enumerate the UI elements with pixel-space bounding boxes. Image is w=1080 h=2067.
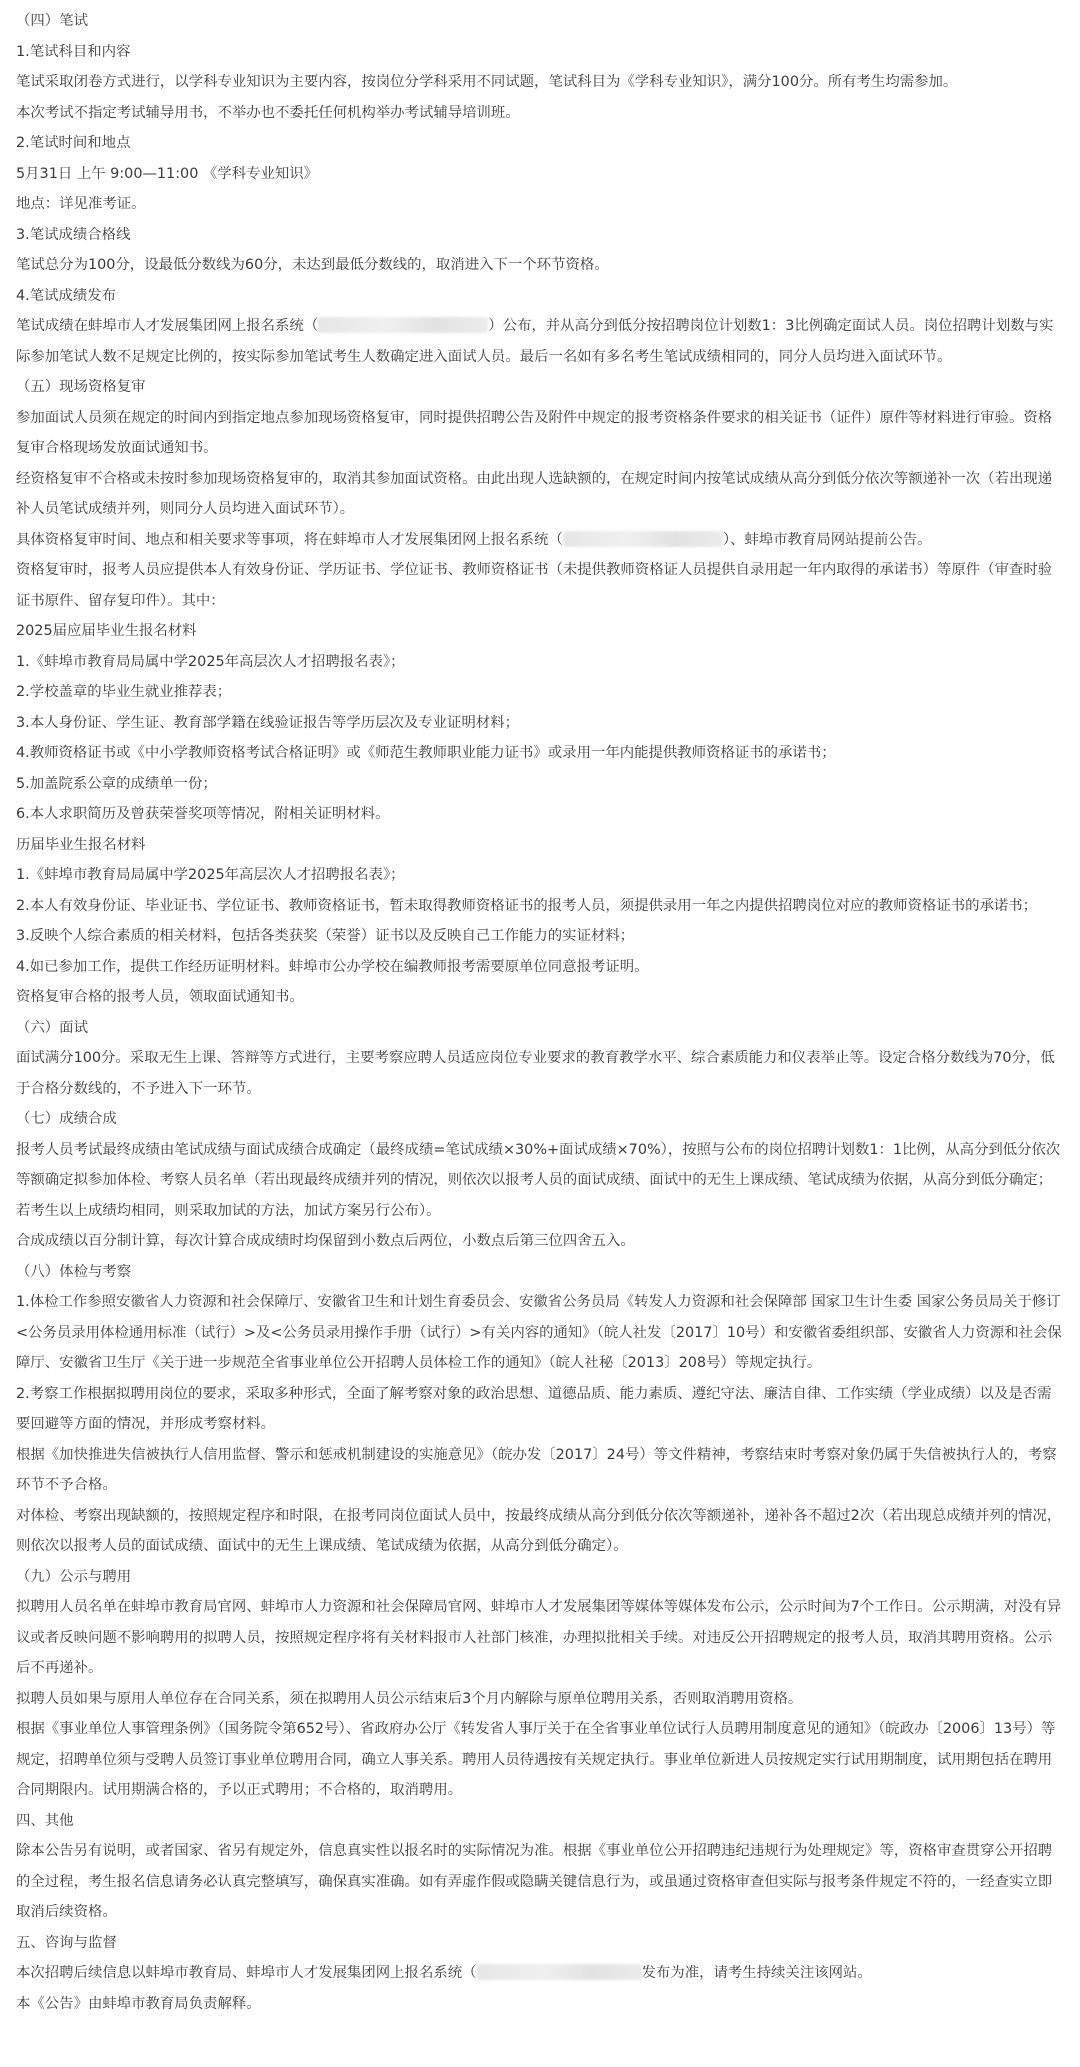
paragraph-text: 本《公告》由蚌埠市教育局负责解释。	[16, 1995, 261, 2012]
paragraph-text: 本次考试不指定考试辅导用书，不举办也不委托任何机构举办考试辅导培训班。	[16, 104, 520, 121]
paragraph	[16, 555, 1064, 616]
paragraph-text: 4.笔试成绩发布	[16, 287, 117, 304]
paragraph	[16, 616, 1064, 647]
redacted-url	[318, 317, 488, 333]
paragraph	[16, 1257, 1064, 1288]
paragraph-text: 经资格复审不合格或未按时参加现场资格复审的，取消其参加面试资格。由此出现人选缺额的，在规定时间内按笔试成绩从高分到低分依次等额递补一次（若出现递补人员笔试成绩并列，则同分人员均进入面试环节）。	[16, 470, 1053, 517]
paragraph-text: 1.《蚌埠市教育局局属中学2025年高层次人才招聘报名表》；	[16, 867, 405, 883]
paragraph	[16, 1714, 1064, 1806]
paragraph	[16, 311, 1064, 372]
paragraph	[16, 952, 1064, 983]
paragraph-text: （七）成绩合成	[16, 1111, 117, 1127]
paragraph-text: 2.本人有效身份证、毕业证书、学位证书、教师资格证书，暂未取得教师资格证书的报考人员，须提供录用一年之内提供招聘岗位对应的教师资格证书的承诺书；	[16, 897, 1038, 914]
paragraph-text: 3.笔试成绩合格线	[16, 226, 131, 243]
paragraph-text: 笔试采取闭卷方式进行，以学科专业知识为主要内容，按岗位分学科采用不同试题，笔试科目为《学科专业知识》，满分100分。所有考生均需参加。	[16, 74, 958, 90]
paragraph-text: 4.如已参加工作，提供工作经历证明材料。蚌埠市公办学校在编教师报考需要原单位同意报考证明。	[16, 958, 649, 975]
paragraph-text: 面试满分100分。采取无生上课、答辩等方式进行，主要考察应聘人员适应岗位专业要求的教育教学水平、综合素质能力和仪表举止等。设定合格分数线为70分，低于合格分数线的，不予进入下一环节。	[16, 1050, 1055, 1097]
paragraph	[16, 525, 1064, 556]
paragraph-text: 对体检、考察出现缺额的，按照规定程序和时限，在报考同岗位面试人员中，按最终成绩从高分到低分依次等额递补，递补各不超过2次（若出现总成绩并列的情况，则依次以报考人员的面试成绩、面试中的无生上课成绩、笔试成绩为依据，从高分到低分确定）。	[16, 1507, 1062, 1554]
paragraph	[16, 1226, 1064, 1257]
paragraph	[16, 189, 1064, 220]
paragraph	[16, 128, 1064, 159]
paragraph	[16, 1440, 1064, 1501]
paragraph-text: （六）面试	[16, 1019, 88, 1036]
paragraph	[16, 159, 1064, 190]
paragraph-text: （八）体检与考察	[16, 1263, 132, 1280]
paragraph	[16, 250, 1064, 281]
paragraph	[16, 1592, 1064, 1684]
paragraph	[16, 738, 1064, 769]
paragraph-text: 报考人员考试最终成绩由笔试成绩与面试成绩合成确定（最终成绩=笔试成绩×30%+面试成绩×70%），按照与公布的岗位招聘计划数1：1比例，从高分到低分依次等额确定拟参加体检、考察人员名单（若出现最终成绩并列的情况，则依次以报考人员的面试成绩、面试中的无生上课成绩、笔试成绩为依据，从高分到低分确定；若考生以上成绩均相同，则采取加试的方法，加试方案另行公布）。	[16, 1141, 1061, 1219]
paragraph	[16, 1501, 1064, 1562]
paragraph-text: （四）笔试	[16, 13, 88, 29]
paragraph	[16, 1379, 1064, 1440]
paragraph-text: 拟聘用人员名单在蚌埠市教育局官网、蚌埠市人力资源和社会保障局官网、蚌埠市人才发展集团等媒体等媒体发布公示，公示时间为7个工作日。公示期满，对没有异议或者反映问题不影响聘用的拟聘人员，按照规定程序将有关材料报市人社部门核准，办理拟批相关手续。对违反公开招聘规定的报考人员，取消其聘用资格。公示后不再递补。	[16, 1599, 1062, 1676]
paragraph	[16, 708, 1064, 739]
paragraph	[16, 1043, 1064, 1104]
paragraph	[16, 1013, 1064, 1044]
paragraph-text: 2025届应届毕业生报名材料	[16, 623, 197, 639]
paragraph-text: 3.反映个人综合素质的相关材料，包括各类获奖（荣誉）证书以及反映自己工作能力的实证材料；	[16, 928, 635, 944]
paragraph-text: 1.笔试科目和内容	[16, 43, 131, 60]
paragraph-text: 根据《加快推进失信被执行人信用监督、警示和惩戒机制建设的实施意见》（皖办发〔2017〕24号）等文件精神，考察结束时考察对象仍属于失信被执行人的，考察环节不予合格。	[16, 1446, 1057, 1493]
paragraph	[16, 799, 1064, 830]
paragraph-text: 3.本人身份证、学生证、教育部学籍在线验证报告等学历层次及专业证明材料；	[16, 714, 520, 731]
paragraph-text: 1.《蚌埠市教育局局属中学2025年高层次人才招聘报名表》；	[16, 653, 405, 670]
paragraph	[16, 281, 1064, 312]
paragraph-text: 2.考察工作根据拟聘用岗位的要求，采取多种形式，全面了解考察对象的政治思想、道德品质、能力素质、遵纪守法、廉洁自律、工作实绩（学业成绩）以及是否需要回避等方面的情况，并形成考察材料。	[16, 1385, 1052, 1432]
paragraph	[16, 37, 1064, 68]
paragraph	[16, 1135, 1064, 1227]
paragraph	[16, 1989, 1064, 2020]
paragraph	[16, 921, 1064, 952]
paragraph	[16, 98, 1064, 129]
paragraph-text: 四、其他	[16, 1812, 74, 1829]
paragraph-text: 4.教师资格证书或《中小学教师资格考试合格证明》或《师范生教师职业能力证书》或录用一年内能提供教师资格证书的承诺书；	[16, 745, 836, 761]
paragraph-text: 具体资格复审时间、地点和相关要求等事项，将在蚌埠市人才发展集团网上报名系统（	[16, 531, 563, 548]
paragraph-text: 拟聘人员如果与原用人单位存在合同关系，须在拟聘用人员公示结束后3个月内解除与原单位聘用关系，否则取消聘用资格。	[16, 1690, 803, 1707]
paragraph	[16, 6, 1064, 37]
paragraph-text: 5.加盖院系公章的成绩单一份；	[16, 775, 217, 792]
paragraph	[16, 982, 1064, 1013]
paragraph-text: 五、咨询与监督	[16, 1934, 117, 1951]
paragraph-text: 2.学校盖章的毕业生就业推荐表；	[16, 684, 232, 700]
paragraph-text: 笔试成绩在蚌埠市人才发展集团网上报名系统（	[16, 318, 319, 334]
paragraph-text: 合成成绩以百分制计算，每次计算合成成绩时均保留到小数点后两位，小数点后第三位四舍五入。	[16, 1233, 635, 1249]
paragraph	[16, 1806, 1064, 1837]
paragraph	[16, 220, 1064, 251]
paragraph	[16, 1928, 1064, 1959]
paragraph-text: 5月31日 上午 9:00—11:00 《学科专业知识》	[16, 165, 319, 182]
paragraph-text: 1.体检工作参照安徽省人力资源和社会保障厅、安徽省卫生和计划生育委员会、安徽省公务员局《转发人力资源和社会保障部 国家卫生计生委 国家公务员局关于修订<公务员录用体检通用标准（试行）>及<公务员录用操作手册（试行）>有关内容的通知》（皖人社发〔2017〕10号）和安徽省委组织部、安徽省人力资源和社会保障厅、安徽省卫生厅《关于进一步规范全省事业单位公开招聘人员体检工作的通知》（皖人社秘〔2013〕208号）等规定执行。	[16, 1294, 1062, 1371]
paragraph-text: 参加面试人员须在规定的时间内到指定地点参加现场资格复审，同时提供招聘公告及附件中规定的报考资格条件要求的相关证书（证件）原件等材料进行审验。资格复审合格现场发放面试通知书。	[16, 409, 1053, 456]
paragraph	[16, 372, 1064, 403]
paragraph-text: ）、蚌埠市教育局网站提前公告。	[722, 531, 932, 548]
paragraph	[16, 1287, 1064, 1379]
redacted-url	[563, 531, 723, 547]
paragraph	[16, 464, 1064, 525]
paragraph-text: 资格复审时，报考人员应提供本人有效身份证、学历证书、学位证书、教师资格证书（未提供教师资格证人员提供自录用起一年内取得的承诺书）等原件（审查时验证书原件、留存复印件）。其中：	[16, 562, 1053, 609]
paragraph	[16, 769, 1064, 800]
paragraph	[16, 860, 1064, 891]
paragraph-text: 6.本人求职简历及曾获荣誉奖项等情况，附相关证明材料。	[16, 806, 390, 822]
paragraph-text: 发布为准，请考生持续关注该网站。	[641, 1965, 872, 1981]
paragraph	[16, 677, 1064, 708]
paragraph-text: ）公布，并从高分到低分按招聘岗位计划数1：3比例确定面试人员。岗位招聘计划数与实际参加笔试人数不足规定比例的，按实际参加笔试考生人数确定进入面试人员。最后一名如有多名考生笔试成绩相同的，同分人员均进入面试环节。	[16, 318, 1054, 365]
paragraph-text: 根据《事业单位人事管理条例》（国务院令第652号）、省政府办公厅《转发省人事厅关于在全省事业单位试行人员聘用制度意见的通知》（皖政办〔2006〕13号）等规定，招聘单位须与受聘人员签订事业单位聘用合同，确立人事关系。聘用人员待遇按有关规定执行。事业单位新进人员按规定实行试用期制度，试用期包括在聘用合同期限内。试用期满合格的，予以正式聘用；不合格的，取消聘用。	[16, 1721, 1056, 1798]
paragraph-text: 地点：详见准考证。	[16, 196, 146, 212]
paragraph	[16, 403, 1064, 464]
paragraph	[16, 67, 1064, 98]
paragraph-text: （五）现场资格复审	[16, 379, 146, 395]
paragraph-text: 历届毕业生报名材料	[16, 836, 146, 853]
paragraph-text: 除本公告另有说明，或者国家、省另有规定外，信息真实性以报名时的实际情况为准。根据《事业单位公开招聘违纪违规行为处理规定》等，资格审查贯穿公开招聘的全过程，考生报名信息请务必认真完整填写，确保真实准确。如有弄虚作假或隐瞒关键信息行为，或虽通过资格审查但实际与报考条件规定不符的，一经查实立即取消后续资格。	[16, 1843, 1053, 1920]
paragraph	[16, 891, 1064, 922]
paragraph	[16, 830, 1064, 861]
paragraph	[16, 1104, 1064, 1135]
paragraph-text: 2.笔试时间和地点	[16, 135, 131, 151]
paragraph-text: 笔试总分为100分，设最低分数线为60分，未达到最低分数线的，取消进入下一个环节资格。	[16, 257, 609, 273]
paragraph	[16, 647, 1064, 678]
paragraph-text: 本次招聘后续信息以蚌埠市教育局、蚌埠市人才发展集团网上报名系统（	[16, 1965, 477, 1981]
paragraph	[16, 1836, 1064, 1928]
paragraph-text: 资格复审合格的报考人员，领取面试通知书。	[16, 989, 304, 1005]
paragraph	[16, 1684, 1064, 1715]
paragraph	[16, 1958, 1064, 1989]
paragraph	[16, 1562, 1064, 1593]
paragraph-text: （九）公示与聘用	[16, 1568, 132, 1585]
redacted-url	[477, 1964, 642, 1980]
